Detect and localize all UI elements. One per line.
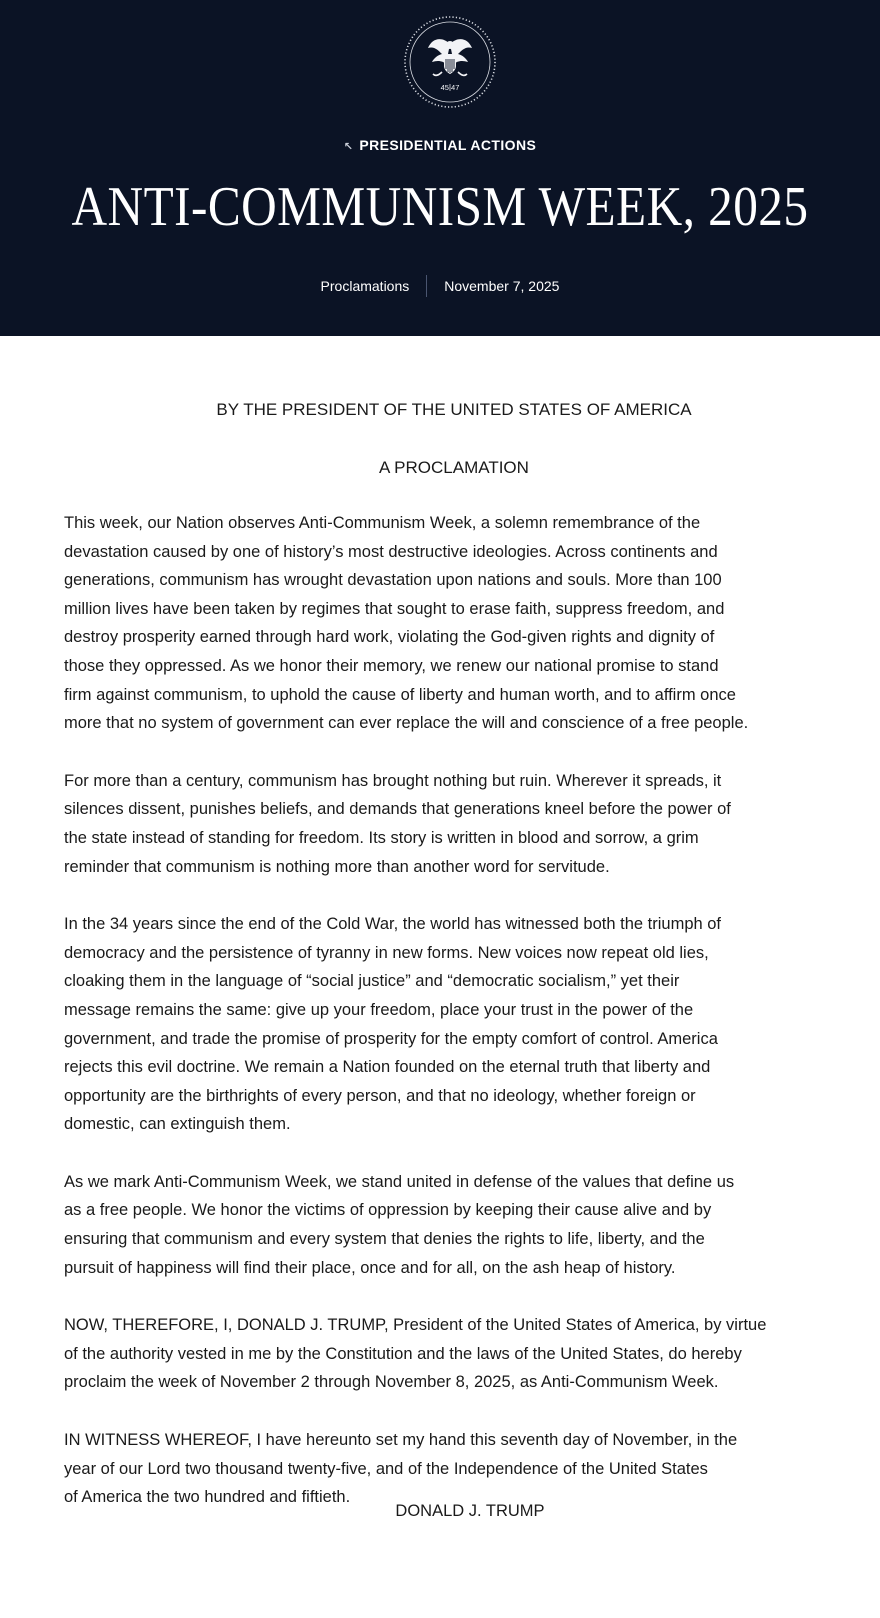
- presidential-seal-icon[interactable]: [402, 14, 498, 110]
- breadcrumb-presidential-actions[interactable]: [0, 137, 880, 153]
- category-link[interactable]: Proclamations: [320, 278, 410, 294]
- body-paragraph: As we mark Anti-Communism Week, we stand united in defense of the values that define us as a free people. We honor the victims of oppression by keeping their cause alive and by ensuring that communism and every system that denies the rights to life, liberty, and the pursuit of happiness will find their place, once and for all, on the ash heap of history.: [64, 1172, 735, 1277]
- proclamation-subheading: A PROCLAMATION: [379, 458, 529, 477]
- body-paragraph: In the 34 years since the end of the Cold War, the world has witnessed both the triumph of democracy and the persistence of tyranny in new forms. New voices now repeat old lies, cloaking them in the language of “social justice” and “democratic socialism,” yet their message remains the same: give up your freedom, place your trust in the power of the government, and trade the promise of prosperity for the empty comfort of control. America rejects this evil doctrine. We remain a Nation founded on the eternal truth that liberty and opportunity are the birthrights of every person, and that no ideology, whether foreign or domestic, can extinguish them.: [64, 915, 722, 1134]
- proclamation-body: [64, 336, 844, 1512]
- body-paragraph: NOW, THEREFORE, I, DONALD J. TRUMP, President of the United States of America, by virtue of the authority vested in me by the Constitution and the laws of the United States, do hereby proclaim the week of November 2 through November 8, 2025, as Anti-Communism Week.: [64, 1316, 767, 1392]
- page-title: ANTI-COMMUNISM WEEK, 2025: [71, 176, 809, 238]
- seal-graphic: [402, 14, 498, 110]
- body-paragraph: For more than a century, communism has brought nothing but ruin. Wherever it spreads, it silences dissent, punishes beliefs, and demands that generations kneel before the power of the state instead of standing for freedom. Its story is written in blood and sorrow, a grim reminder that communism is nothing more than another word for servitude.: [64, 771, 731, 876]
- post-meta: [0, 275, 880, 297]
- body-paragraph: IN WITNESS WHEREOF, I have hereunto set my hand this seventh day of November, in the year of our Lord two thousand twenty-five, and of the Independence of the United States of America the two hundred and fiftieth.: [64, 1431, 738, 1507]
- arrow-up-left-icon: ↖: [343, 141, 354, 153]
- publish-date: November 7, 2025: [444, 278, 560, 294]
- proclamation-heading: BY THE PRESIDENT OF THE UNITED STATES OF AMERICA: [216, 400, 692, 419]
- signature: DONALD J. TRUMP: [395, 1502, 545, 1520]
- breadcrumb-label: PRESIDENTIAL ACTIONS: [359, 137, 537, 153]
- body-paragraph: This week, our Nation observes Anti-Communism Week, a solemn remembrance of the devastation caused by one of history’s most destructive ideologies. Across continents and generations, communism has wrought devastation upon nations and souls. More than 100 million lives have been taken by regimes that sought to erase faith, suppress freedom, and destroy prosperity earned through hard work, violating the God-given rights and dignity of those they oppressed. As we honor their memory, we renew our national promise to stand firm against communism, to uphold the cause of liberty and human worth, and to affirm once more that no system of government can ever replace the will and conscience of a free people.: [64, 514, 749, 733]
- page-header: [0, 0, 880, 336]
- meta-divider: [426, 275, 427, 297]
- seal-numbers: 45 47: [440, 83, 460, 92]
